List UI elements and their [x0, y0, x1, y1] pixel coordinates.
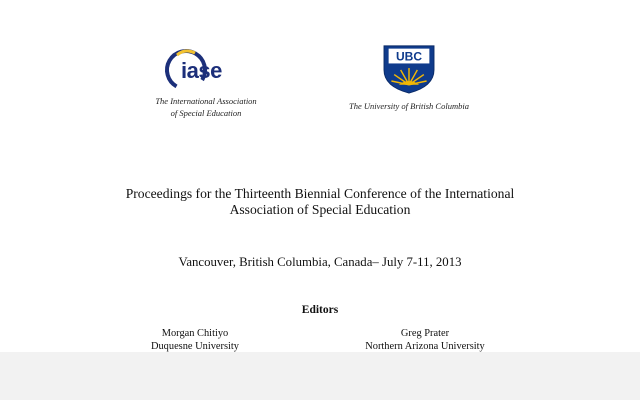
iase-logo	[161, 46, 251, 94]
title-line-1: Proceedings for the Thirteenth Biennial Conference of the International	[125, 186, 515, 201]
conference-location-date: Vancouver, British Columbia, Canada– July 7-11, 2013	[178, 255, 462, 269]
ubc-crest-logo	[378, 44, 440, 94]
iase-logo-block	[150, 46, 262, 118]
iase-caption-line1: The International Association	[155, 96, 257, 106]
editor-entry	[345, 327, 505, 352]
editor-affiliation: Northern Arizona University	[365, 341, 485, 352]
ubc-logo-block	[342, 44, 476, 111]
editor-name: Morgan Chitiyo	[161, 328, 229, 339]
editor-affiliation: Duquesne University	[150, 341, 240, 352]
editors-heading: Editors	[301, 304, 339, 316]
iase-wordmark: iase	[181, 58, 222, 83]
document-title	[100, 186, 540, 218]
editor-entry	[115, 327, 275, 352]
title-line-2: Association of Special Education	[229, 202, 411, 217]
ubc-caption: The University of British Columbia	[349, 101, 469, 111]
iase-caption-line2: of Special Education	[170, 108, 242, 118]
ubc-wordmark: UBC	[395, 49, 423, 64]
editor-name: Greg Prater	[400, 328, 450, 339]
